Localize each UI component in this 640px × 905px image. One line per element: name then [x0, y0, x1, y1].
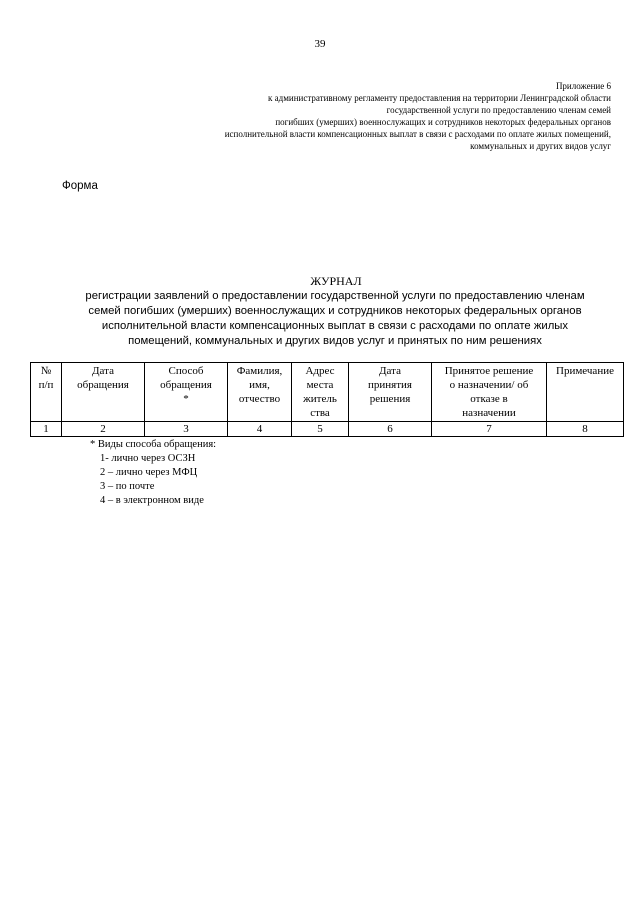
- header-text: Примечание: [556, 365, 614, 377]
- header-cell-number: [31, 363, 62, 422]
- appendix-header: [141, 80, 611, 152]
- table-cell: 6: [349, 422, 432, 437]
- appendix-line: государственной услуги по предоставлению членам семей: [386, 105, 611, 115]
- header-text: п/п: [38, 379, 54, 391]
- table-cell: 1: [31, 422, 62, 437]
- appendix-line: к административному регламенту предоставления на территории Ленинградской области: [268, 93, 611, 103]
- header-text: имя,: [249, 379, 270, 391]
- footnote-item: 3 – по почте: [100, 481, 155, 492]
- table-cell: 7: [432, 422, 547, 437]
- header-text: места: [306, 379, 334, 391]
- page-number: 39: [314, 38, 326, 50]
- header-cell-decision-date: [349, 363, 432, 422]
- journal-subtitle: [40, 289, 630, 349]
- appendix-line: погибших (умерших) военнослужащих и сотрудников некоторых федеральных органов: [275, 117, 611, 127]
- table-cell: 8: [547, 422, 624, 437]
- header-cell-date: [62, 363, 145, 422]
- header-text: житель: [303, 393, 337, 405]
- header-text: обращения: [160, 379, 212, 391]
- header-text: Адрес: [305, 365, 335, 377]
- footnote: [90, 438, 216, 508]
- form-label: Форма: [62, 180, 98, 192]
- footnote-item: 4 – в электронном виде: [100, 495, 204, 506]
- header-text: Принятое решение: [444, 365, 534, 377]
- footnote-item: 1- лично через ОСЗН: [100, 453, 196, 464]
- appendix-line: коммунальных и других видов услуг: [470, 141, 611, 151]
- header-text: о назначении/ об: [449, 379, 529, 391]
- header-text: отказе в: [470, 393, 508, 405]
- header-text: принятия: [368, 379, 412, 391]
- journal-subtitle-line: семей погибших (умерших) военнослужащих и сотрудников некоторых федеральных органов: [88, 305, 582, 317]
- journal-table: [30, 362, 624, 437]
- journal-subtitle-line: исполнительной власти компенсационных выплат в связи с расходами по оплате жилых: [101, 320, 569, 332]
- header-text: решения: [369, 393, 411, 405]
- table-header-row: [31, 363, 624, 422]
- header-text: Фамилия,: [236, 365, 283, 377]
- footnote-title: * Виды способа обращения:: [90, 439, 217, 450]
- header-text: обращения: [77, 379, 129, 391]
- footnote-item: 2 – лично через МФЦ: [100, 467, 198, 478]
- header-cell-method: [145, 363, 228, 422]
- header-text: *: [183, 393, 189, 405]
- table-cell: 5: [292, 422, 349, 437]
- header-cell-fullname: [228, 363, 292, 422]
- header-text: Дата: [92, 365, 114, 377]
- table-cell: 2: [62, 422, 145, 437]
- table-cell: 3: [145, 422, 228, 437]
- header-text: отчество: [238, 393, 281, 405]
- header-text: назначении: [462, 407, 516, 419]
- header-cell-address: [292, 363, 349, 422]
- header-cell-notes: [547, 363, 624, 422]
- table-number-row: [31, 422, 624, 437]
- appendix-line: Приложение 6: [555, 81, 611, 91]
- journal-subtitle-line: регистрации заявлений о предоставлении государственной услуги по предоставлению членам: [85, 290, 585, 302]
- appendix-line: исполнительной власти компенсационных выплат в связи с расходами по оплате жилых помещений,: [224, 129, 611, 139]
- header-text: Дата: [379, 365, 401, 377]
- journal-title: ЖУРНАЛ: [310, 274, 362, 288]
- header-text: Способ: [168, 365, 204, 377]
- journal-subtitle-line: помещений, коммунальных и других видов услуг и принятых по ним решениях: [128, 335, 542, 347]
- header-text: №: [40, 365, 52, 377]
- table-cell: 4: [228, 422, 292, 437]
- header-cell-decision: [432, 363, 547, 422]
- header-text: ства: [310, 407, 330, 419]
